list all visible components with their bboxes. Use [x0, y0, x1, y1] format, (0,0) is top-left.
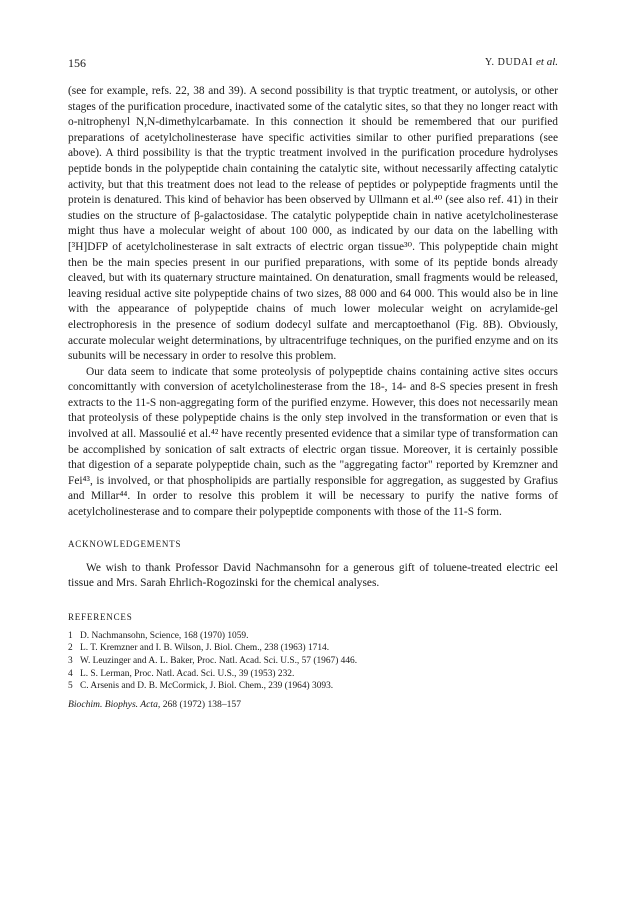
reference-text: C. Arsenis and D. B. McCormick, J. Biol. Chem., 239 (1964) 3093. [80, 681, 334, 692]
references-heading: REFERENCES [68, 611, 133, 622]
running-head-author: Y. DUDAI [484, 57, 533, 68]
reference-number: 2 [68, 643, 73, 654]
reference-text: L. S. Lerman, Proc. Natl. Acad. Sci. U.S., 39 (1953) 232. [80, 668, 295, 679]
paragraph-2: Our data seem to indicate that some proteolysis of polypeptide chains containing active sites occurs concomittantly with conversion of acetylcholinesterase from the 18-, 14- and 8-S species present in fresh extracts to the 11-S non-aggregating form of the purified enzyme. However, this does not necessarily mean that proteolysis of these polypeptide chains is the only step involved in the transformation or even that is involved at all. Massoulié et al.⁴² have recently presented evidence that a similar type of transformation can be accomplished by sonication of salt extracts of electric organ tissue. Moreover, it is certainly possible that digestion of a separate polypeptide chain, such as the "aggregating factor" reported by Kremzner and Fei⁴³, is involved, or that phospholipids are partially responsible for aggregation, as suggested by Grafius and Millar⁴⁴. In order to resolve this problem it will be necessary to purify the native forms of acetylcholinesterase and to compare their polypeptide components with those of the 11-S form. [68, 365, 558, 519]
reference-text: L. T. Kremzner and I. B. Wilson, J. Biol. Chem., 238 (1963) 1714. [80, 643, 330, 654]
page-number: 156 [68, 56, 86, 70]
body-text [68, 84, 558, 521]
acknowledgements-text: We wish to thank Professor David Nachmansohn for a generous gift of toluene-treated electric eel tissue and Mrs. Sarah Ehrlich-Rogozinski for the chemical analyses. [68, 561, 558, 590]
paragraph-1: (see for example, refs. 22, 38 and 39). A second possibility is that tryptic treatment, or autolysis, or other stages of the purification procedure, inactivated some of the catalytic sites, so that they no longer react with o-nitrophenyl N,N-dimethylcarbamate. In this connection it should be remembered that our purified preparations of acetylcholinesterase have specific activities similar to other purified preparations (see above). A third possibility is that the tryptic treatment involved in the purification procedure hydrolyses peptide bonds in the polypeptide chain containing the catalytic site, without necessarily affecting catalytic activity, but that this treatment does not lead to the release of peptides or polypeptide fragments until the protein is denatured. This kind of behavior has been observed by Ullmann et al.⁴⁰ (see also ref. 41) in their studies on the structure of β-galactosidase. The catalytic polypeptide chain in native acetylcholinesterase might thus have a molecular weight of about 100 000, as indicated by our data on the labelling with [³H]DFP of acetylcholinesterase in salt extracts of electric organ tissue³⁰. This polypeptide chain might then be the main species present in our purified preparations, with some of its peptide bonds already cleaved, but with its quaternary structure maintained. On denaturation, small fragments would be released, leaving residual active site polypeptide chains of two sizes, 88 000 and 64 000. This would also be in line with the appearance of polypeptide chains of much lower molecular weight on acrylamide-gel electrophoresis in the presence of sodium dodecyl sulfate and mercaptoethanol (Fig. 8B). Obviously, accurate molecular weight determinations, by ultracentrifuge techniques, on the purified enzyme and on its subunits will be necessary in order to resolve this problem. [68, 85, 558, 363]
reference-text: D. Nachmansohn, Science, 168 (1970) 1059. [80, 630, 249, 641]
acknowledgements-heading: ACKNOWLEDGEMENTS [68, 538, 182, 549]
journal-footer [68, 699, 558, 710]
footer-citation: 268 (1972) 138–157 [162, 698, 242, 710]
page [68, 56, 558, 710]
reference-item [68, 655, 558, 668]
reference-item [68, 642, 558, 655]
page-header [68, 56, 558, 74]
references-list [68, 630, 558, 693]
reference-text: W. Leuzinger and A. L. Baker, Proc. Natl. Acad. Sci. U.S., 57 (1967) 446. [80, 656, 358, 666]
footer-journal: Biochim. Biophys. Acta, [68, 698, 161, 710]
reference-item [68, 668, 558, 681]
reference-number: 3 [68, 656, 73, 666]
running-head-etal: et al. [536, 56, 558, 68]
running-head [485, 56, 558, 68]
reference-number: 5 [68, 681, 73, 692]
reference-item [68, 630, 558, 643]
reference-number: 4 [68, 668, 73, 679]
reference-item [68, 680, 558, 693]
reference-number: 1 [68, 630, 73, 641]
